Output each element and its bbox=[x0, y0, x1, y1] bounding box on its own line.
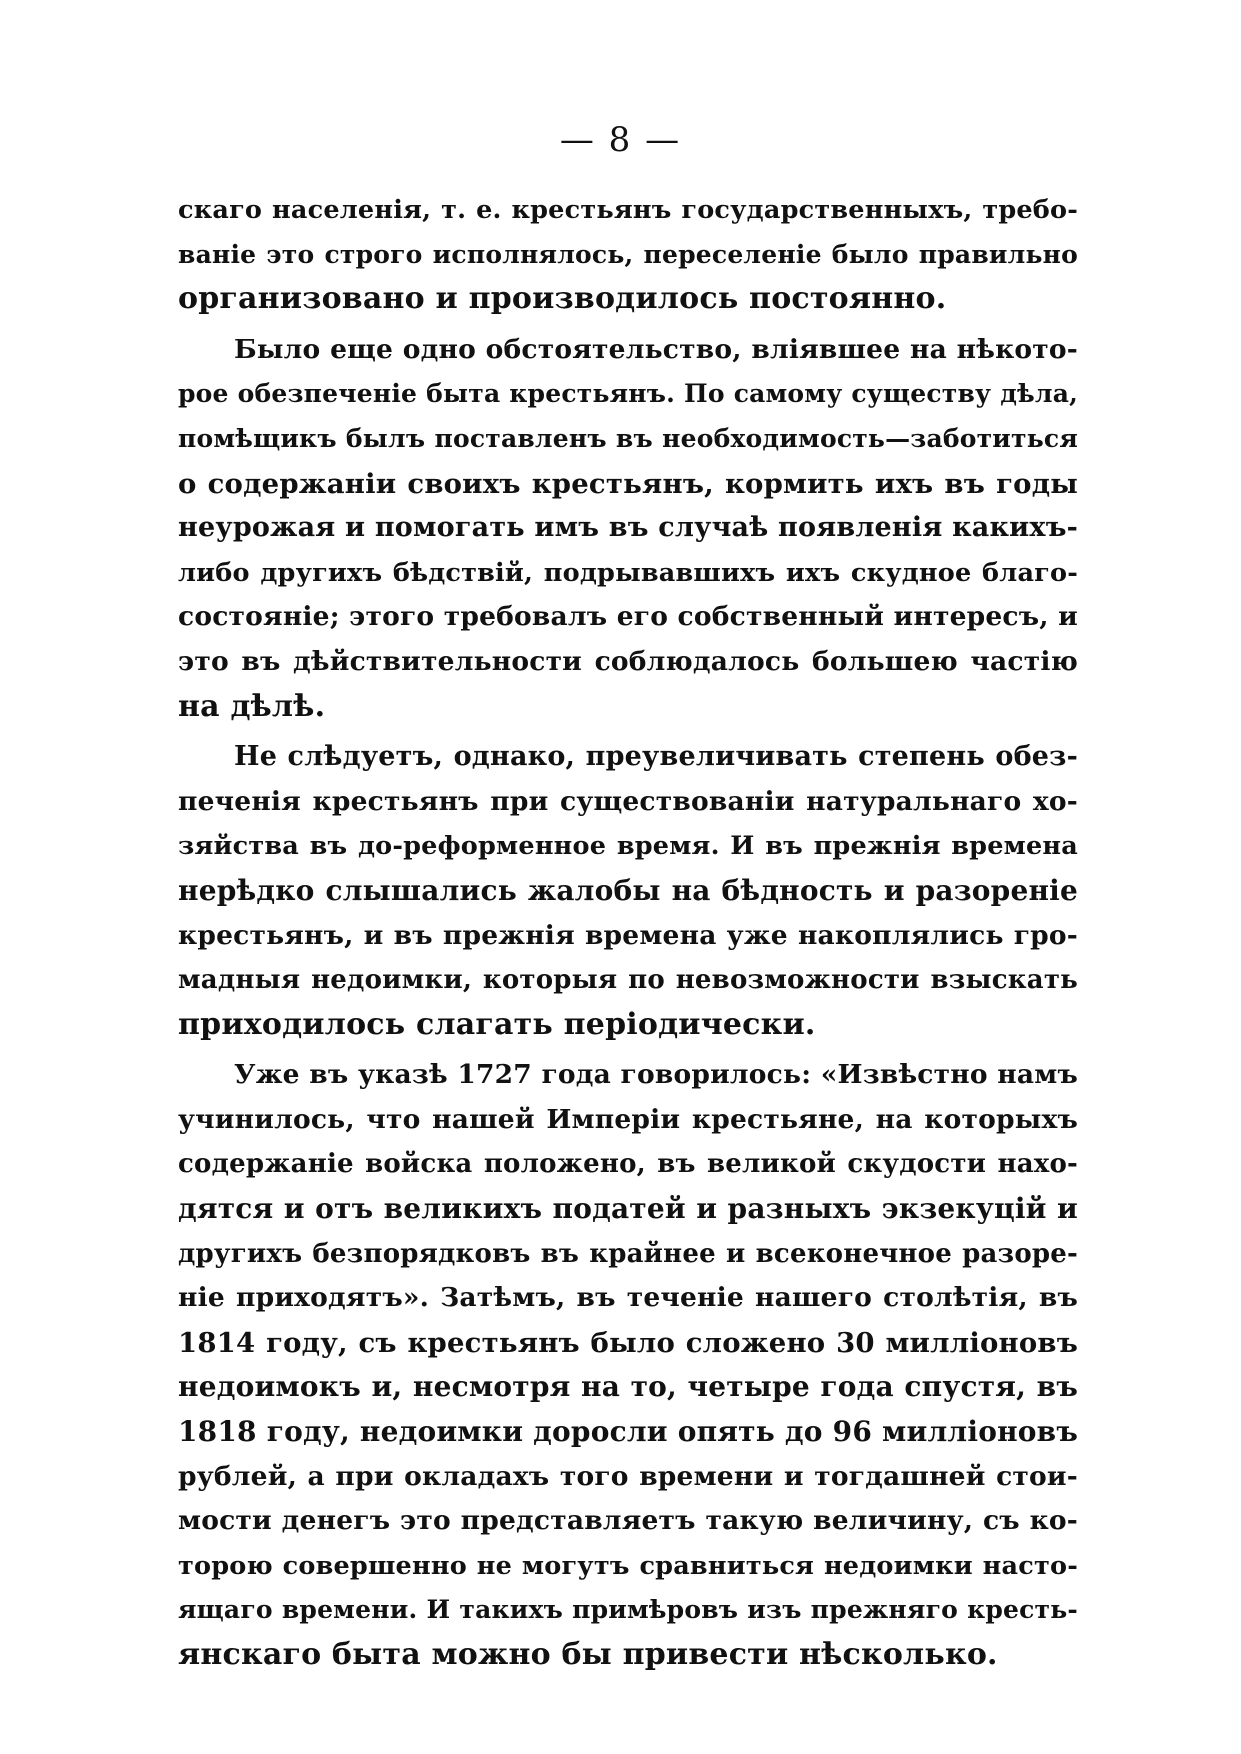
text-line: организовано и производилось постоянно. bbox=[178, 281, 947, 317]
text-line: содержаніе войска положено, въ великой скудости нахо- bbox=[178, 1149, 1078, 1180]
text-line: скаго населенія, т. е. крестьянъ государственныхъ, требо- bbox=[178, 195, 1078, 225]
text-line: зяйства въ до-реформенное время. И въ прежнія времена bbox=[178, 831, 1078, 862]
text-line: приходилось слагать періодически. bbox=[178, 1006, 816, 1042]
text-line: состояніе; этого требовалъ его собственный интересъ, и bbox=[178, 601, 1078, 633]
paragraph-1 bbox=[178, 188, 1078, 322]
text-line: рое обезпеченіе быта крестьянъ. По самому существу дѣла, bbox=[178, 379, 1078, 409]
text-line: дятся и отъ великихъ податей и разныхъ экзекуцій и bbox=[178, 1192, 1078, 1226]
text-line: учинилось, что нашей Имперіи крестьяне, на которыхъ bbox=[178, 1103, 1078, 1135]
body-text bbox=[178, 188, 1078, 1678]
text-line: Было еще одно обстоятельство, вліявшее на нѣкото- bbox=[234, 333, 1078, 365]
text-line: крестьянъ, и въ прежнія времена уже накоплялись гро- bbox=[178, 919, 1078, 951]
text-line: торою совершенно не могутъ сравниться недоимки насто- bbox=[178, 1550, 1078, 1581]
paragraph-3 bbox=[178, 735, 1078, 1047]
text-line: янскаго быта можно бы привести нѣсколько. bbox=[178, 1637, 998, 1672]
paragraph-2 bbox=[178, 328, 1078, 729]
text-line: Уже въ указѣ 1727 года говорилось: «Извѣстно намъ bbox=[234, 1059, 1078, 1091]
text-line: ніе приходятъ». Затѣмъ, въ теченіе нашего столѣтія, въ bbox=[178, 1282, 1078, 1314]
text-line: рублей, а при окладахъ того времени и тогдашней стои- bbox=[178, 1460, 1078, 1492]
text-line: 1814 году, съ крестьянъ было сложено 30 милліоновъ bbox=[178, 1326, 1078, 1359]
text-line: о содержаніи своихъ крестьянъ, кормить ихъ въ годы bbox=[178, 467, 1078, 500]
text-line: неурожая и помогать имъ въ случаѣ появленія какихъ- bbox=[178, 512, 1079, 544]
text-line: помѣщикъ былъ поставленъ въ необходимость—заботиться bbox=[178, 423, 1078, 453]
text-line: мадныя недоимки, которыя по невозможности взыскать bbox=[178, 965, 1078, 996]
text-line: печенія крестьянъ при существованіи натуральнаго хо- bbox=[178, 785, 1078, 817]
text-line: на дѣлѣ. bbox=[178, 688, 326, 724]
page-number: — 8 — bbox=[559, 120, 682, 160]
text-line: недоимокъ и, несмотря на то, четыре года спустя, въ bbox=[178, 1370, 1078, 1404]
text-line: другихъ безпорядковъ въ крайнее и всеконечное разоре- bbox=[178, 1238, 1078, 1269]
text-line: ваніе это строго исполнялось, переселеніе было правильно bbox=[178, 239, 1078, 269]
text-line: ящаго времени. И такихъ примѣровъ изъ прежняго кресть- bbox=[178, 1595, 1078, 1625]
text-line: мости денегъ это представляетъ такую величину, съ ко- bbox=[178, 1505, 1078, 1537]
text-line: Не слѣдуетъ, однако, преувеличивать степень обез- bbox=[234, 741, 1078, 773]
text-line: 1818 году, недоимки доросли опять до 96 милліоновъ bbox=[178, 1415, 1078, 1449]
paragraph-4 bbox=[178, 1053, 1078, 1677]
text-line: это въ дѣйствительности соблюдалось большею частію bbox=[178, 645, 1078, 677]
text-line: либо другихъ бѣдствій, подрывавшихъ ихъ скудное благо- bbox=[178, 557, 1078, 588]
text-line: нерѣдко слышались жалобы на бѣдность и разореніе bbox=[178, 873, 1078, 907]
